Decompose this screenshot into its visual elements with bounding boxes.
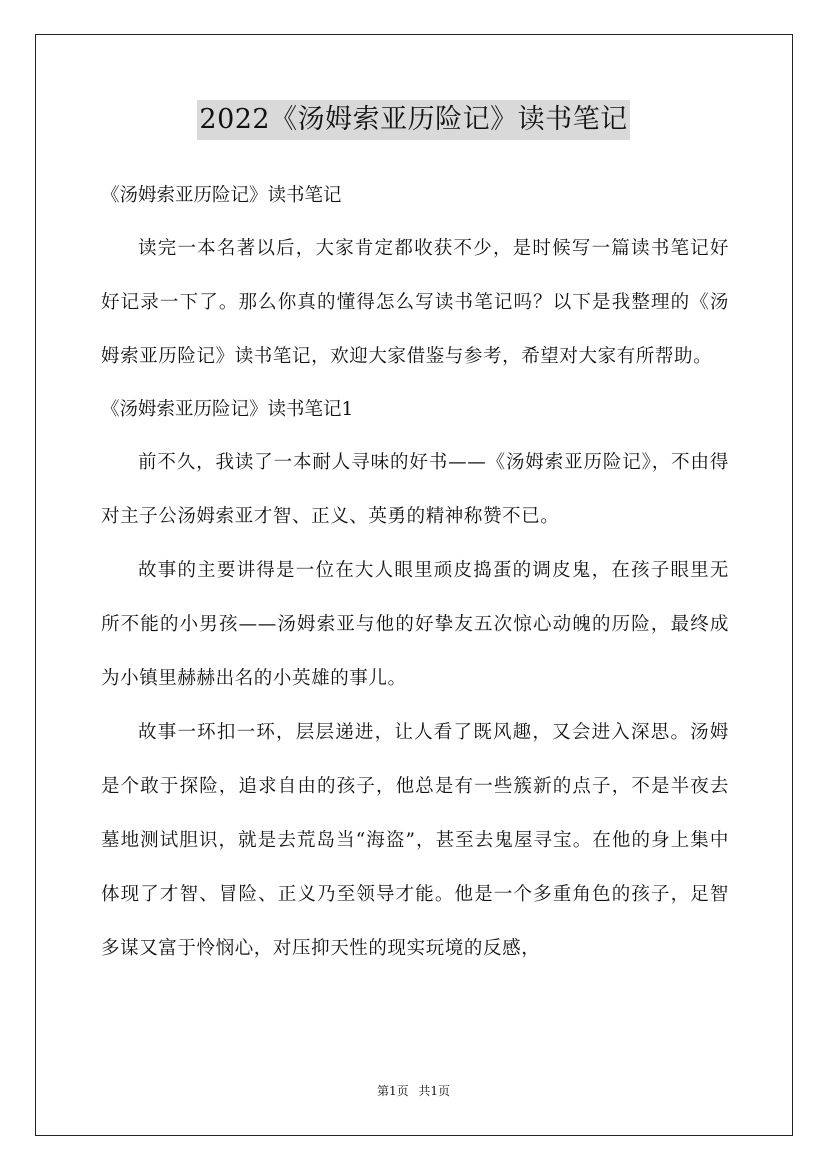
section-heading-1: 《汤姆索亚历险记》读书笔记 <box>101 185 342 206</box>
page-total: 共1页 <box>418 1084 451 1098</box>
intro-paragraph: 读完一本名著以后，大家肯定都收获不少，是时候写一篇读书笔记好好记录一下了。那么你真的懂得怎么写读书笔记吗？以下是我整理的《汤姆索亚历险记》读书笔记，欢迎大家借鉴与参考，希望对大家有所帮助。 <box>101 238 729 367</box>
page-number: 第1页 <box>376 1084 409 1098</box>
title-area <box>0 100 827 140</box>
body-paragraph-1: 前不久，我读了一本耐人寻味的好书——《汤姆索亚历险记》，不由得对主子公汤姆索亚才智、正义、英勇的精神称赞不已。 <box>101 452 729 527</box>
body-paragraph-3: 故事一环扣一环，层层递进，让人看了既风趣，又会进入深思。汤姆是个敢于探险，追求自由的孩子，他总是有一些簇新的点子，不是半夜去墓地测试胆识，就是去荒岛当“海盗”，甚至去鬼屋寻宝。在他的身上集中体现了才智、冒险、正义乃至领导才能。他是一个多重角色的孩子，足智多谋又富于怜悯心，对压抑天性的现实玩境的反感， <box>101 722 729 959</box>
section-heading-2: 《汤姆索亚历险记》读书笔记1 <box>101 399 354 420</box>
document-title: 2022《汤姆索亚历险记》读书笔记 <box>197 100 629 140</box>
page-footer <box>0 1082 827 1099</box>
document-body <box>101 170 729 976</box>
body-paragraph-2: 故事的主要讲得是一位在大人眼里顽皮捣蛋的调皮鬼，在孩子眼里无所不能的小男孩——汤姆索亚与他的好挚友五次惊心动魄的历险，最终成为小镇里赫赫出名的小英雄的事儿。 <box>101 560 729 689</box>
